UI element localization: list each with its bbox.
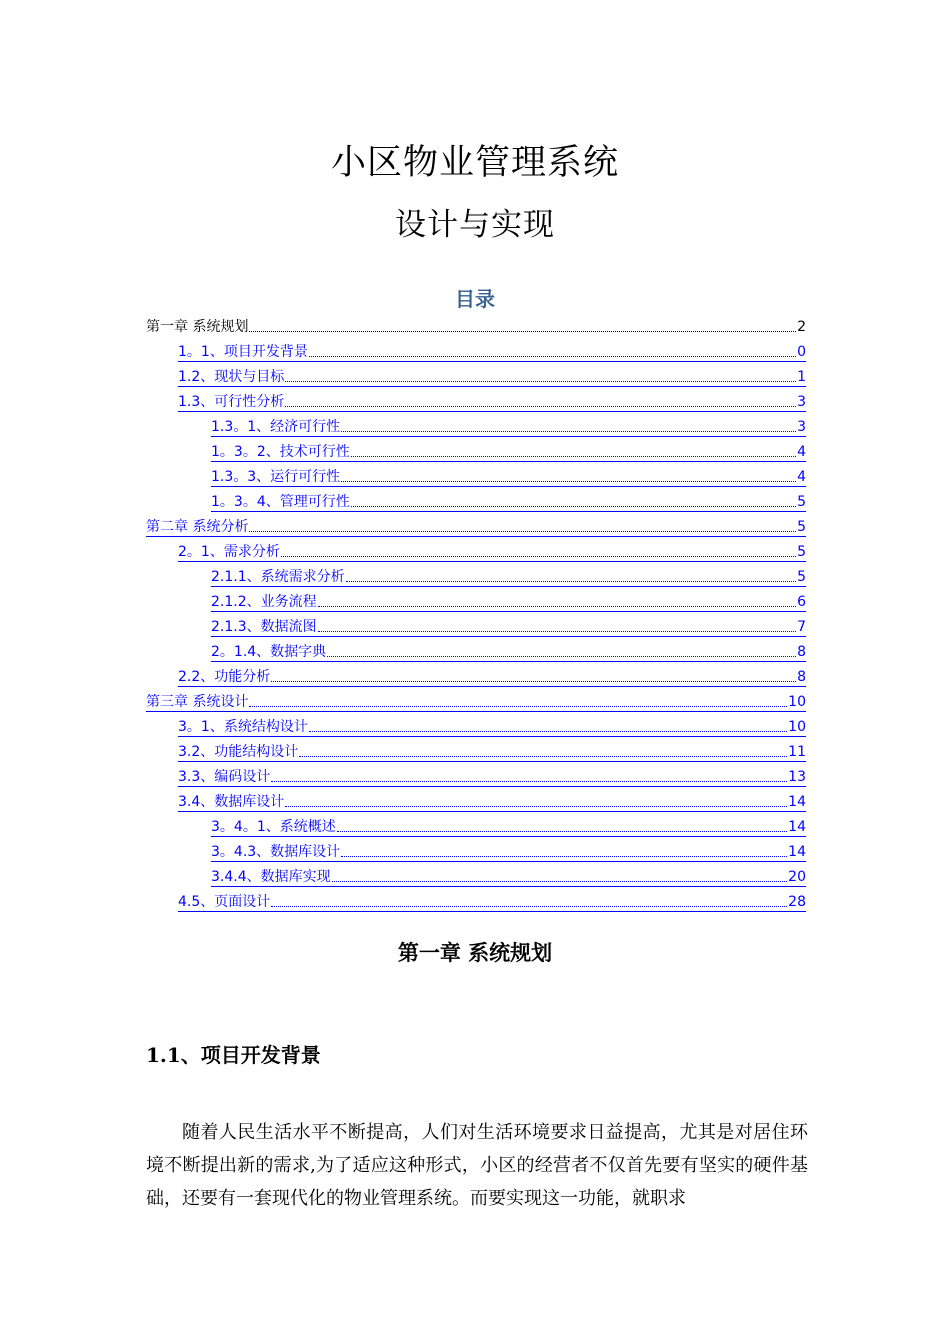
toc-leader <box>341 430 796 432</box>
toc-entry-label: 3。1、系统结构设计 <box>178 719 308 735</box>
toc-heading: 目录 <box>455 287 495 311</box>
toc-entry-label: 3.4.4、数据库实现 <box>211 869 331 885</box>
toc-entry-2-1-1[interactable] <box>211 564 806 587</box>
toc-entry-page: 2 <box>797 319 806 335</box>
toc-leader <box>318 630 796 632</box>
toc-leader <box>271 780 787 782</box>
toc-entry-label: 3.2、功能结构设计 <box>178 744 299 760</box>
toc-entry-page: 14 <box>788 844 806 860</box>
toc-leader <box>285 405 796 407</box>
toc-entry-label: 2。1.4、数据字典 <box>211 644 327 660</box>
toc-entry-2-1-3[interactable] <box>211 614 806 637</box>
toc-entry-page: 14 <box>788 819 806 835</box>
toc-entry-1-3-3[interactable] <box>211 464 806 487</box>
toc-leader <box>351 505 796 507</box>
toc-entry-label: 2.1.3、数据流图 <box>211 619 317 635</box>
toc-entry-label: 3。4.3、数据库设计 <box>211 844 341 860</box>
toc-entry-2-1-4[interactable] <box>211 639 806 662</box>
toc-entry-page: 28 <box>788 894 806 910</box>
toc-leader <box>271 680 796 682</box>
toc-leader <box>309 730 787 732</box>
toc-entry-page: 20 <box>788 869 806 885</box>
toc-leader <box>249 530 796 532</box>
toc-entry-page: 14 <box>788 794 806 810</box>
toc-entry-4-5[interactable] <box>178 889 806 912</box>
toc-entry-3-1[interactable] <box>178 714 806 737</box>
toc-leader <box>332 880 788 882</box>
toc-entry-3-3[interactable] <box>178 764 806 787</box>
toc-leader <box>341 855 787 857</box>
toc-entry-1-3-4[interactable] <box>211 489 806 512</box>
toc-entry-page: 6 <box>797 594 806 610</box>
toc-entry-label: 2.1.2、业务流程 <box>211 594 317 610</box>
toc-entry-3-4-1[interactable] <box>211 814 806 837</box>
toc-entry-2-1-2[interactable] <box>211 589 806 612</box>
toc-entry-label: 3.3、编码设计 <box>178 769 271 785</box>
toc-entry-label: 2.2、功能分析 <box>178 669 271 685</box>
toc-entry-1-2[interactable] <box>178 364 806 387</box>
toc-leader <box>318 605 796 607</box>
toc-leader <box>299 755 787 757</box>
toc-entry-page: 4 <box>797 444 806 460</box>
toc-entry-label: 第一章 系统规划 <box>146 319 249 335</box>
toc-entry-label: 3。4。1、系统概述 <box>211 819 336 835</box>
toc-leader <box>351 455 796 457</box>
toc-entry-page: 1 <box>797 369 806 385</box>
document-title: 小区物业管理系统 <box>330 143 619 183</box>
toc-leader <box>327 655 796 657</box>
toc-entry-label: 1。1、项目开发背景 <box>178 344 308 360</box>
toc-leader <box>249 330 796 332</box>
toc-entry-1-1[interactable] <box>178 339 806 362</box>
toc-entry-page: 11 <box>788 744 806 760</box>
toc-entry-1-3[interactable] <box>178 389 806 412</box>
toc-entry-page: 5 <box>797 519 806 535</box>
toc-entry-label: 第三章 系统设计 <box>146 694 249 710</box>
body-paragraph: 随着人民生活水平不断提高，人们对生活环境要求日益提高，尤其是对居住环境不断提出新的需求,为了适应这种形式，小区的经营者不仅首先要有坚实的硬件基础，还要有一套现代化的物业管理系统。而要实现这一功能，就职求 <box>146 1122 808 1209</box>
chapter-heading: 第一章 系统规划 <box>397 940 553 965</box>
toc-entry-label: 第二章 系统分析 <box>146 519 249 535</box>
toc-entry-page: 8 <box>797 644 806 660</box>
toc-entry-3-4-3[interactable] <box>211 839 806 862</box>
toc-leader <box>271 905 787 907</box>
toc-entry-1-3-1[interactable] <box>211 414 806 437</box>
toc-leader <box>249 705 787 707</box>
toc-leader <box>309 355 796 357</box>
toc-entry-label: 3.4、数据库设计 <box>178 794 285 810</box>
section-heading: 1.1、项目开发背景 <box>146 1043 321 1067</box>
toc-entry-page: 5 <box>797 569 806 585</box>
toc-entry-2-2[interactable] <box>178 664 806 687</box>
toc-entry-2-1[interactable] <box>178 539 806 562</box>
toc-entry-page: 13 <box>788 769 806 785</box>
toc-entry-page: 4 <box>797 469 806 485</box>
toc-entry-label: 1。3。2、技术可行性 <box>211 444 350 460</box>
toc-entry-page: 10 <box>788 719 806 735</box>
toc-entry-label: 1.2、现状与目标 <box>178 369 285 385</box>
toc-entry-page: 8 <box>797 669 806 685</box>
toc-entry-3-4[interactable] <box>178 789 806 812</box>
toc-entry-page: 0 <box>797 344 806 360</box>
toc-entry-label: 1.3。1、经济可行性 <box>211 419 341 435</box>
toc-entry-3-2[interactable] <box>178 739 806 762</box>
toc-entry-page: 3 <box>797 394 806 410</box>
toc-entry-label: 1。3。4、管理可行性 <box>211 494 350 510</box>
toc-entry-label: 1.3、可行性分析 <box>178 394 285 410</box>
toc-entry-page: 3 <box>797 419 806 435</box>
toc-entry-page: 5 <box>797 494 806 510</box>
toc-entry-label: 4.5、页面设计 <box>178 894 271 910</box>
toc-entry-chapter-1[interactable] <box>146 314 806 336</box>
toc-leader <box>346 580 796 582</box>
toc-entry-1-3-2[interactable] <box>211 439 806 462</box>
toc-entry-label: 1.3。3、运行可行性 <box>211 469 341 485</box>
toc-entry-3-4-4[interactable] <box>211 864 806 887</box>
toc-leader <box>337 830 787 832</box>
toc-entry-chapter-2[interactable] <box>146 514 806 537</box>
toc-leader <box>341 480 796 482</box>
toc-leader <box>285 805 787 807</box>
toc-entry-page: 5 <box>797 544 806 560</box>
toc-entry-label: 2.1.1、系统需求分析 <box>211 569 345 585</box>
document-subtitle: 设计与实现 <box>395 207 555 243</box>
toc-entry-chapter-3[interactable] <box>146 689 806 712</box>
toc-entry-page: 10 <box>788 694 806 710</box>
toc-leader <box>285 380 796 382</box>
toc-entry-page: 7 <box>797 619 806 635</box>
toc-leader <box>281 555 796 557</box>
toc-entry-label: 2。1、需求分析 <box>178 544 280 560</box>
